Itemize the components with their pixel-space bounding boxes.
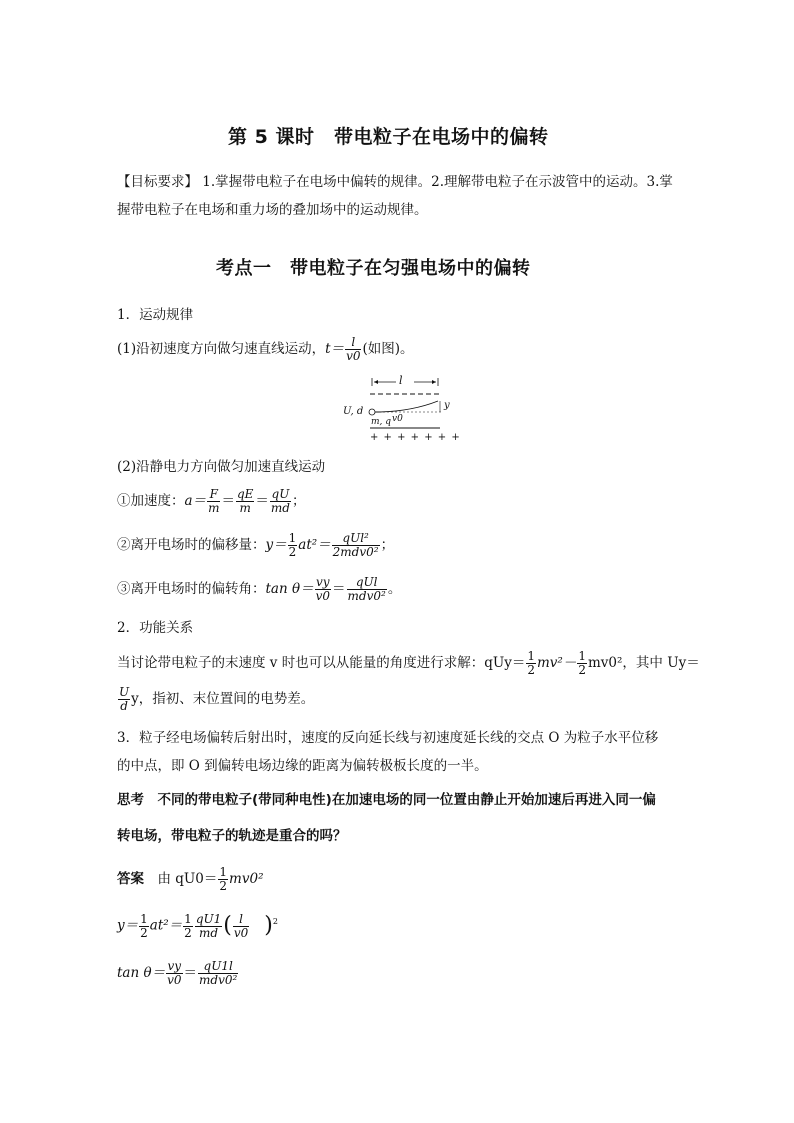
figure-length-label: l [399, 374, 403, 387]
rule-1-fraction: $\frac{l}{v0}$ [346, 335, 361, 363]
answer-label: 答案 [117, 871, 144, 887]
item-1-heading: 1．运动规律 [117, 307, 194, 323]
acceleration-formula: ①加速度：a＝ $\frac{F}{m}$ ＝ $\frac{qE}{m}$ ＝ $\frac{qU}{md}$ ； [117, 487, 306, 515]
answer-line-1: 答案 由 qU0＝ $\frac{1}{2}$ mv0² [117, 865, 264, 893]
think-label: 思考 [117, 792, 144, 808]
think-line-2: 转电场，带电粒子的轨迹是重合的吗？ [117, 828, 347, 844]
item-3-line-2: 的中点，即 O 到偏转电场边缘的距离为偏转极板长度的一半。 [117, 758, 488, 774]
page-title: 第 5 课时 带电粒子在电场中的偏转 [228, 126, 549, 148]
figure-plate-label: U, d [343, 406, 364, 417]
rule-1-suffix: (如图)。 [362, 341, 414, 357]
goal-line-2: 握带电粒子在电场和重力场的叠加场中的运动规律。 [117, 202, 428, 218]
figure-particle-label: m, q [371, 417, 392, 427]
goal-text-1: 1.掌握带电粒子在电场中偏转的规律。2.理解带电粒子在示波管中的运动。3.掌 [202, 174, 673, 190]
answer-line-3: tan θ＝ $\frac{vy}{v0}$ ＝ $\frac{qU1l}{\text{mdv0²}}$ [117, 959, 238, 987]
figure-bottom-signs: + + + + + + + [370, 432, 461, 443]
goal-line-1 [117, 172, 673, 192]
section-1-title: 考点一 带电粒子在匀强电场中的偏转 [216, 258, 531, 279]
figure-deflection-label: y [444, 400, 450, 411]
rule-2: (2)沿静电力方向做匀加速直线运动 [117, 459, 326, 475]
rule-1-lhs: t＝ [325, 341, 345, 357]
energy-line-2: $\frac{U}{d}$ y，指初、末位置间的电势差。 [119, 685, 315, 713]
energy-line-1: 当讨论带电粒子的末速度 v 时也可以从能量的角度进行求解：qUy＝ $\frac{1}{2}$ mv²－ $\frac{1}{2}$ mv0²，其中 Uy＝ [117, 649, 700, 677]
displacement-formula: ②离开电场时的偏移量：y＝ $\frac{1}{2}$ at²＝ $\frac{\text{qUl²}}{\text{2mdv0²}}$ ； [117, 531, 395, 559]
item-2-heading: 2．功能关系 [117, 620, 194, 636]
figure-top-signs: — — — — — — [372, 388, 426, 396]
think-line-1: 思考 不同的带电粒子(带同种电性)在加速电场的同一位置由静止开始加速后再进入同一偏 [117, 792, 656, 808]
angle-formula: ③离开电场时的偏转角：tan θ＝ $\frac{vy}{v0}$ ＝ $\frac{\text{qUl}}{\text{mdv0²}}$ 。 [117, 575, 402, 603]
goal-label: 【目标要求】 [117, 174, 198, 190]
rule-1-text: (1)沿初速度方向做匀速直线运动， [117, 341, 326, 357]
figure-velocity-label: v0 [392, 414, 403, 424]
deflection-figure [340, 372, 460, 448]
rule-1 [117, 336, 414, 363]
item-3-line-1: 3．粒子经电场偏转后射出时，速度的反向延长线与初速度延长线的交点 O 为粒子水平位移 [117, 730, 659, 746]
answer-line-2: y＝ $\frac{1}{2}$ at²＝ $\frac{1}{2}$ $\frac{qU1}{md}$ ( $\frac{l}{v0}$ )$^2$ [117, 911, 278, 940]
